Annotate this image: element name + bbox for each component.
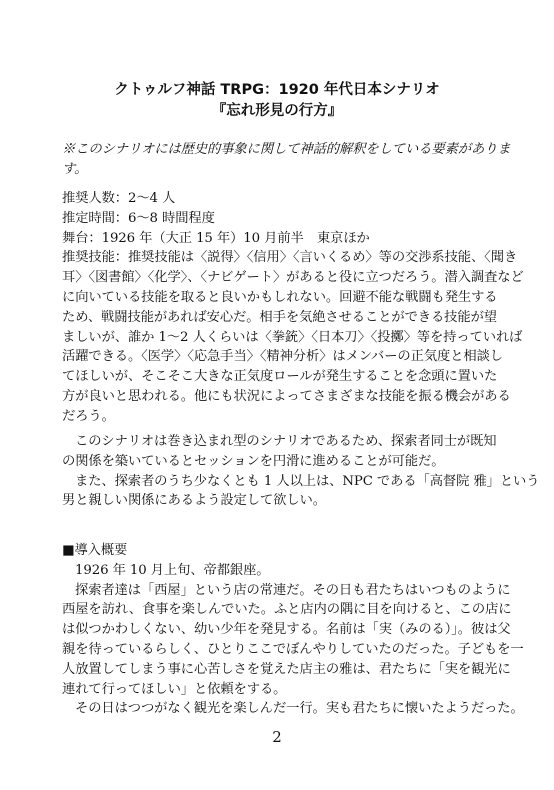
intro-line: は似つかわしくない、幼い少年を発見する。名前は「実（みのる）」。彼は父 [62, 622, 511, 638]
info-line: 推奨技能：推奨技能は〈説得〉〈信用〉〈言いくるめ〉等の交渉系技能、〈聞き [62, 250, 518, 266]
page-number: 2 [272, 728, 282, 746]
setup-line: また、探索者のうち少なくとも 1 人以上は、NPC である「高督院 雅」という [75, 473, 540, 489]
intro-line: 親を待っているらしく、ひとりここでぼんやりしていたのだった。子どもを一 [62, 641, 524, 657]
intro-line: 探索者達は「西屋」という店の常連だ。その日も君たちはいつものように [75, 582, 511, 598]
setup-line: の関係を築いているとセッションを円滑に進めることが可能だ。 [62, 453, 445, 469]
intro-heading: ■導入概要 [62, 543, 128, 558]
scenario-info [62, 189, 524, 427]
info-line: に向いている技能を取ると良いかもしれない。回避不能な戦闘も発生する [62, 289, 498, 305]
setup-paragraphs [62, 432, 540, 511]
info-line: 推定時間：6〜8 時間程度 [62, 210, 215, 226]
intro-section [62, 541, 524, 719]
note-line: ※このシナリオには歴史的事象に関して神話的解釈をしている要素がありま [62, 142, 511, 157]
info-line: だろう。 [62, 408, 115, 424]
intro-line: その日はつつがなく観光を楽しんだ一行。実も君たちに懐いたようだった。 [75, 701, 524, 717]
intro-line: 1926 年 10 月上旬、帝都銀座。 [75, 562, 270, 578]
info-line: 活躍できる。〈医学〉〈応急手当〉〈精神分析〉はメンバーの正気度と相談し [62, 349, 504, 365]
info-line: 舞台：1926 年（大正 15 年）10 月前半 東京ほか [62, 230, 370, 246]
intro-line: 連れて行ってほしい」と依頼をする。 [62, 681, 287, 697]
scenario-title: クトゥルフ神話 TRPG：1920 年代日本シナリオ [114, 82, 440, 98]
disclaimer-note [62, 140, 511, 180]
intro-line: 人放置してしまう事に心苦しさを覚えた店主の雅は、君たちに「実を観光に [62, 661, 511, 677]
note-line: す。 [62, 161, 88, 177]
setup-line: 男と親しい関係にあるよう設定して欲しい。 [62, 493, 326, 509]
info-line: 推奨人数：2〜4 人 [62, 191, 176, 206]
info-line: ましいが、誰か 1〜2 人くらいは〈拳銃〉〈日本刀〉〈投擲〉等を持っていれば [62, 329, 523, 345]
info-line: 耳〉〈図書館〉〈化学〉、〈ナビゲート〉があると役に立つだろう。潜入調査など [62, 270, 524, 286]
info-line: てほしいが、そこそこ大きな正気度ロールが発生することを念頭に置いた [62, 369, 498, 385]
intro-line: 西屋を訪れ、食事を楽しんでいた。ふと店内の隅に目を向けると、この店に [62, 602, 512, 618]
info-line: ため、戦闘技能があれば安心だ。相手を気絶させることができる技能が望 [62, 309, 497, 325]
info-line: 方が良いと思われる。他にも状況によってさまざまな技能を振る機会がある [62, 388, 511, 404]
setup-line: このシナリオは巻き込まれ型のシナリオであるため、探索者同士が既知 [75, 434, 497, 449]
scenario-subtitle: 『忘れ形見の行方』 [211, 103, 343, 119]
